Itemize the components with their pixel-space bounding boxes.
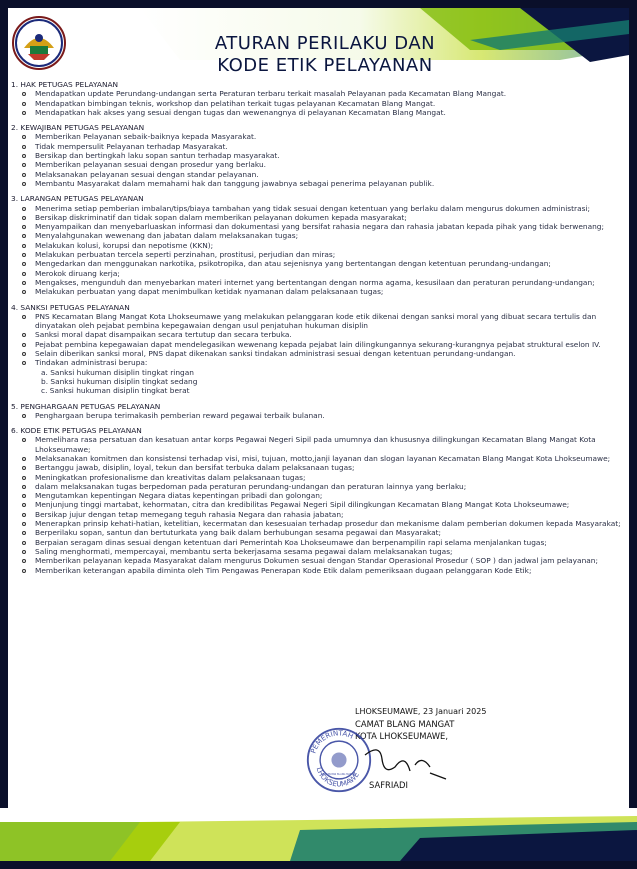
section-list	[11, 312, 629, 368]
sanksi-sublist	[11, 368, 629, 396]
section-kode-etik	[11, 426, 629, 575]
title-line-2: KODE ETIK PELAYANAN	[217, 55, 433, 76]
section-hak	[11, 80, 629, 117]
handwritten-signature	[360, 745, 450, 785]
list-item: Memberikan pelayanan kepada Masyarakat dalam mengurus Dokumen sesuai dengan Standar Operasional Prosedur ( SOP ) dan jadwal jam pelayanan;	[11, 556, 629, 565]
stamp-text-top: PEMERINTAH	[308, 728, 355, 755]
list-item: PNS Kecamatan Blang Mangat Kota Lhokseumawe yang melakukan pelanggaran kode etik dikenai dengan sanksi moral yang dibuat secara tertulis dan dinyatakan oleh pejabat pembina kepegawaian dengan usul penjatuhan hukuman disiplin	[11, 312, 629, 331]
document-content	[11, 80, 629, 581]
list-item: Menyampaikan dan menyebarluaskan informasi dan dokumentasi yang bersifat rahasia negara dan rahasia jabatan kepada pihak yang tidak berwenang;	[11, 222, 629, 231]
section-sanksi	[11, 303, 629, 396]
list-item: Melakukan perbuatan tercela seperti perzinahan, prostitusi, perjudian dan miras;	[11, 250, 629, 259]
list-item: Mendapatkan hak akses yang sesuai dengan tugas dan wewenangnya di pelayanan Kecamatan Blang Mangat.	[11, 108, 629, 117]
signature-block	[355, 706, 487, 790]
list-item: Saling menghormati, mempercayai, membantu serta bekerjasama sesama pegawai dalam melaksanakan tugas;	[11, 547, 629, 556]
section-list	[11, 411, 629, 420]
list-item: Penghargaan berupa terimakasih pemberian reward pegawai terbaik bulanan.	[11, 411, 629, 420]
sublist-item: b. Sanksi hukuman disiplin tingkat sedang	[41, 376, 198, 386]
list-item: Selain diberikan sanksi moral, PNS dapat dikenakan sanksi tindakan administrasi sesuai dengan ketentuan perundang-undangan.	[11, 349, 629, 358]
place-date: LHOKSEUMAWE, 23 Januari 2025	[355, 707, 487, 716]
section-list	[11, 435, 629, 574]
list-item: Melakukan perbuatan yang dapat menimbulkan ketidak nyamanan dalam pelaksanaan tugas;	[11, 287, 629, 296]
list-item: Memelihara rasa persatuan dan kesatuan antar korps Pegawai Negeri Sipil pada umumnya dan khususnya dilingkungan Kecamatan Blang Mangat Kota Lhokseumawe;	[11, 435, 629, 454]
list-item: Melaksanakan pelayanan sesuai dengan standar pelayanan.	[11, 170, 629, 179]
list-item: Memberikan keterangan apabila diminta oleh Tim Pengawas Penerapan Kode Etik dalam pemeriksaan dugaan pelanggaran Kode Etik;	[11, 566, 629, 575]
list-item: Mengedarkan dan menggunakan narkotika, psikotropika, dan atau sejenisnya yang bertentangan dengan ketentuan perundang-undangan;	[11, 259, 629, 268]
section-heading: 1. HAK PETUGAS PELAYANAN	[11, 80, 119, 89]
list-item: Melakukan kolusi, korupsi dan nepotisme (KKN);	[11, 241, 629, 250]
section-heading: 6. KODE ETIK PETUGAS PELAYANAN	[11, 426, 142, 436]
section-heading: 2. KEWAJIBAN PETUGAS PELAYANAN	[11, 123, 145, 133]
list-item: Berpaian seragam dinas sesuai dengan ketentuan dari Pemerintah Koa Lhokseumawe dan berpenampilin rapi selama menjalankan tugas;	[11, 538, 629, 547]
list-item: Menerima setiap pemberian imbalan/tips/biaya tambahan yang tidak sesuai dengan ketentuan yang berlaku dalam mengurus dokumen administrasi;	[11, 204, 629, 213]
list-item: Tindakan administrasi berupa:	[11, 358, 629, 367]
stamp-text-inner: KECAMATAN BLANG MANGAT	[321, 773, 357, 777]
list-item: Tidak mempersulit Pelayanan terhadap Masyarakat.	[11, 142, 629, 151]
sublist-item: c. Sanksi hukuman disiplin tingkat berat	[41, 386, 190, 396]
list-item: Bersikap jujur dengan tetap memegang teguh rahasia Negara dan rahasia jabatan;	[11, 510, 629, 519]
list-item: Menyalahgunakan wewenang dan jabatan dalam melaksanakan tugas;	[11, 231, 629, 240]
list-item: Membantu Masyarakat dalam memahami hak dan tanggung jawabnya sebagai penerima pelayanan publik.	[11, 179, 629, 188]
section-heading: 3. LARANGAN PETUGAS PELAYANAN	[11, 194, 144, 204]
list-item: Pejabat pembina kepegawaian dapat mendelegasikan wewenang kepada pejabat lain dilingkungannya sekurang-kurangnya pejabat struktural eselon IV.	[11, 340, 629, 349]
list-item: Mengutamkan kepentingan Negara diatas kepentingan pribadi dan golongan;	[11, 491, 629, 500]
list-item: Mendapatkan bimbingan teknis, workshop dan pelatihan terkait tugas pelayanan Kecamatan Blang Mangat.	[11, 99, 629, 108]
section-larangan	[11, 194, 629, 296]
page-title	[200, 33, 450, 77]
list-item: Merokok diruang kerja;	[11, 269, 629, 278]
list-item: dalam melaksanakan tugas berpedoman pada peraturan perundang-undangan dan peraturan lainnya yang berlaku;	[11, 482, 629, 491]
bottom-banner	[0, 808, 637, 869]
sublist-item: a. Sanksi hukuman disiplin tingkat ringan	[41, 367, 194, 377]
list-item: Memberikan pelayanan sesuai dengan prosedur yang berlaku.	[11, 160, 629, 169]
emblem-logo	[12, 16, 66, 70]
section-kewajiban	[11, 123, 629, 188]
list-item: Mengakses, mengunduh dan menyebarkan materi internet yang bertentangan dengan norma agama, kesusilaan dan peraturan perundang-undangan;	[11, 278, 629, 287]
title-line-1: ATURAN PERILAKU DAN	[214, 33, 436, 54]
section-heading: 4. SANKSI PETUGAS PELAYANAN	[11, 302, 130, 312]
list-item: Bersikap dan bertingkah laku sopan santun terhadap masyarakat.	[11, 151, 629, 160]
list-item: Melaksanakan komitmen dan konsistensi terhadap visi, misi, tujuan, motto,janji layanan dan slogan layanan Kecamatan Blang Mangat Kota Lhokseumawe;	[11, 454, 629, 463]
stamp-emblem-icon	[331, 752, 346, 767]
list-item: Sanksi moral dapat disampaikan secara tertutup dan secara terbuka.	[11, 330, 629, 339]
list-item: Meningkatkan profesionalisme dan kreativitas dalam pelaksanaan tugas;	[11, 473, 629, 482]
list-item: Bersikap diskriminatif dan tidak sopan dalam memberikan pelayanan dokumen kepada masyarakat;	[11, 213, 629, 222]
list-item: Menjunjung tinggi martabat, kehormatan, citra dan kredibilitas Pegawai Negeri Sipil dilingkungan Kecamatan Blang Mangat Kota Lhokseumawe;	[11, 500, 629, 509]
section-penghargaan	[11, 402, 629, 421]
list-item: Bertanggu jawab, disiplin, loyal, tekun dan bersifat terbuka dalam pelaksanaan tugas;	[11, 463, 629, 472]
list-item: Mendapatkan update Perundang-undangan serta Peraturan terbaru terkait masalah Pelayanan pada Kecamatan Blang Mangat.	[11, 89, 629, 98]
section-list	[11, 89, 629, 117]
section-heading: 5. PENGHARGAAN PETUGAS PELAYANAN	[11, 401, 161, 411]
signatory-role-line-2: KOTA LHOKSEUMAWE,	[355, 731, 448, 741]
section-list	[11, 132, 629, 188]
pemerintah-kota-lhokseumawe-emblem-icon	[14, 18, 64, 68]
list-item: Berperilaku sopan, santun dan bertuturkata yang baik dalam berhubungan sesama pegawai dan Masyarakat;	[11, 528, 629, 537]
signatory-role-line-1: CAMAT BLANG MANGAT	[355, 719, 455, 729]
list-item: Menerapkan prinsip kehati-hatian, ketelitian, kecermatan dan kesesuaian terhadap prosedur dan mekanisme dalam pemberian dokumen kepada Masyarakat;	[11, 519, 629, 528]
signatory-name: SAFRIADI	[369, 780, 408, 790]
section-list	[11, 204, 629, 297]
stamp-text-bottom: LHOKSEUMAWE	[314, 766, 361, 789]
list-item: Memberikan Pelayanan sebaik-baiknya kepada Masyarakat.	[11, 132, 629, 141]
